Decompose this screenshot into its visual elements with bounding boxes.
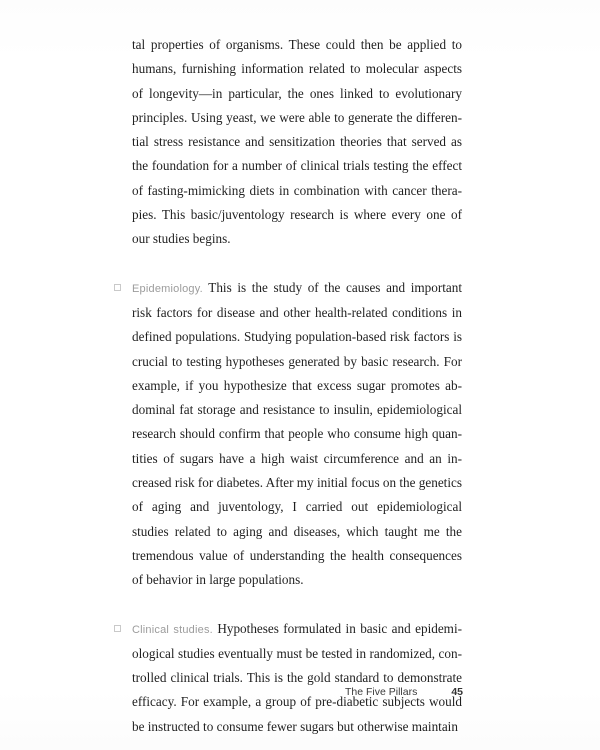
intro-paragraph: tal properties of organisms. These could then be applied to humans, furnishing information related to molecular aspects of longevity—in particular, the ones linked to evolutionary principles. Using yeast, we were able to generate the differential stress resistance and sensitization theories that served as the foundation for a number of clinical trials testing the effect of fasting-mimicking diets in combination with cancer therapies. This basic/juventology research is where every one of our studies begins. [132,37,462,247]
epidemiology-body: This is the study of the causes and important risk factors for disease and other health-related conditions in defined populations. Studying population-based risk factors is crucial to testing hypotheses generated by basic research. For example, if you hypothesize that excess sugar promotes abdominal fat storage and resistance to insulin, epidemiological research should confirm that people who consume high quantities of sugars have a high waist circumference and an increased risk for diabetes. After my initial focus on the genetics of aging and juventology, I carried out epidemiological studies related to aging and diseases, which taught me the tremendous value of understanding the health consequences of behavior in large populations. [132,279,462,588]
square-bullet-icon [114,625,121,632]
page-footer [345,686,463,698]
clinical-studies-section [132,617,462,739]
clinical-studies-paragraph [132,617,462,739]
running-head: The Five Pillars [345,686,418,698]
epidemiology-term: Epidemiology. [132,282,203,295]
epidemiology-paragraph [132,276,462,593]
text-column [132,33,462,739]
page-number: 45 [451,686,463,698]
clinical-studies-term: Clinical studies. [132,623,213,636]
square-bullet-icon [114,284,121,291]
epidemiology-section [132,276,462,593]
clinical-studies-body: Hypotheses formulated in basic and epidemiological studies eventually must be tested in randomized, controlled clinical trials. This is the gold standard to demonstrate efficacy. For example, a group of pre-diabetic subjects would be instructed to consume fewer sugars but otherwise maintain [132,620,463,734]
